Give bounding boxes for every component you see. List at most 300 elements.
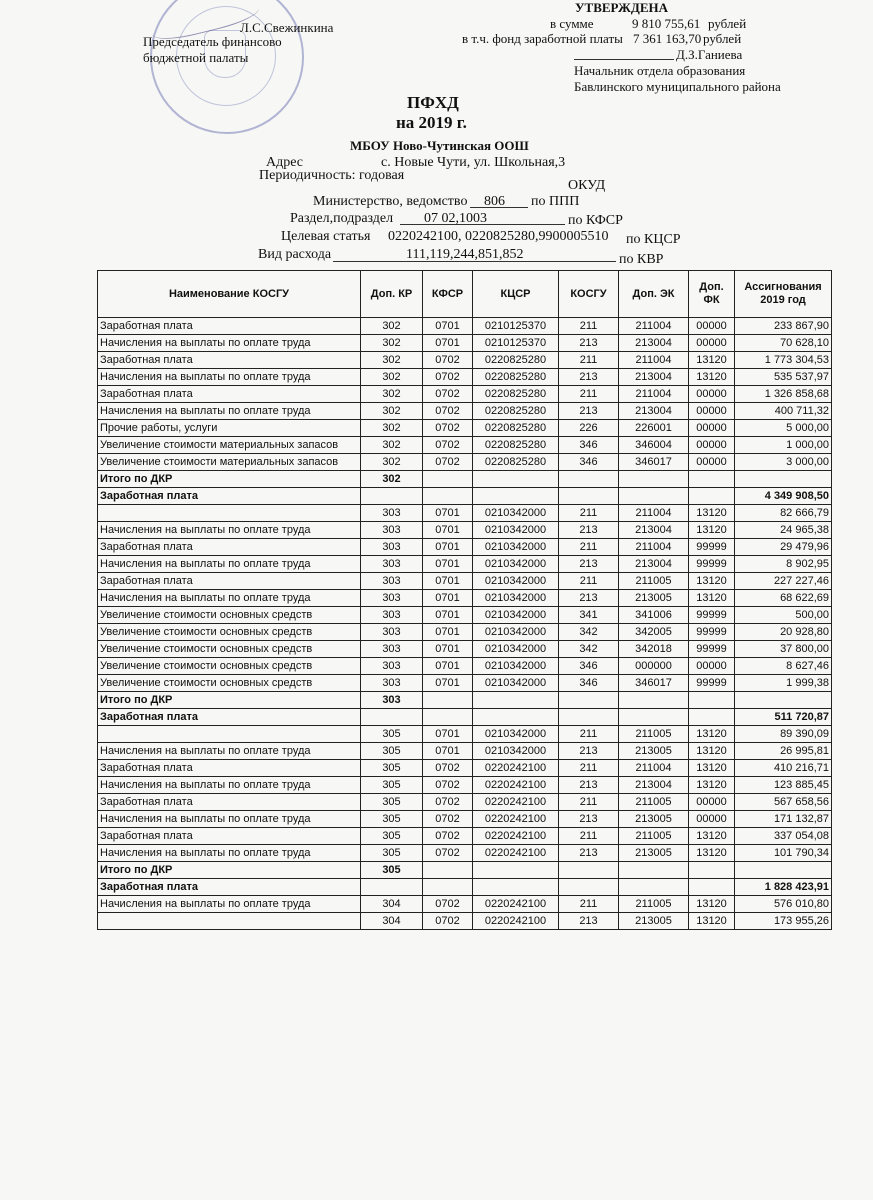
cell-amount [735, 471, 832, 488]
table-row [98, 794, 832, 811]
table-row [98, 522, 832, 539]
cell-kr: 305 [361, 794, 423, 811]
table-row [98, 454, 832, 471]
cell-kr: 302 [361, 318, 423, 335]
cell-kfsr: 0701 [423, 522, 473, 539]
table-row [98, 726, 832, 743]
table-row [98, 369, 832, 386]
cell-kr: 302 [361, 403, 423, 420]
table-total-row [98, 879, 832, 896]
cell-amount: 535 537,97 [735, 369, 832, 386]
cell-name: Итого по ДКР [98, 692, 361, 709]
cell-name: Заработная плата [98, 318, 361, 335]
cell-kcsr: 0220825280 [473, 454, 559, 471]
cell-kfsr: 0702 [423, 845, 473, 862]
cell-amount: 576 010,80 [735, 896, 832, 913]
cell-name: Начисления на выплаты по оплате труда [98, 777, 361, 794]
cell-name: Начисления на выплаты по оплате труда [98, 845, 361, 862]
cell-kfsr: 0701 [423, 624, 473, 641]
cell-fk: 13120 [689, 743, 735, 760]
section-suffix: по КФСР [568, 213, 623, 228]
cell-amount: 37 800,00 [735, 641, 832, 658]
cell-kosgu [559, 709, 619, 726]
cell-kfsr: 0702 [423, 896, 473, 913]
cell-fk: 99999 [689, 675, 735, 692]
cell-kcsr: 0210342000 [473, 573, 559, 590]
cell-fk: 00000 [689, 454, 735, 471]
cell-kosgu: 226 [559, 420, 619, 437]
cell-fk: 13120 [689, 913, 735, 930]
table-row [98, 624, 832, 641]
cell-kcsr [473, 488, 559, 505]
cell-kcsr: 0210125370 [473, 318, 559, 335]
cell-kcsr: 0210342000 [473, 675, 559, 692]
table-row [98, 845, 832, 862]
cell-kfsr: 0701 [423, 743, 473, 760]
cell-kcsr: 0210342000 [473, 556, 559, 573]
table-row [98, 505, 832, 522]
table-row [98, 811, 832, 828]
cell-kosgu: 211 [559, 505, 619, 522]
cell-amount: 70 628,10 [735, 335, 832, 352]
cell-amount: 500,00 [735, 607, 832, 624]
cell-kr [361, 488, 423, 505]
cell-name: Заработная плата [98, 760, 361, 777]
col-header: КЦСР [473, 271, 559, 318]
cell-amount: 1 999,38 [735, 675, 832, 692]
cell-kosgu: 341 [559, 607, 619, 624]
cell-fk: 13120 [689, 896, 735, 913]
cell-kosgu: 211 [559, 896, 619, 913]
cell-kr: 302 [361, 386, 423, 403]
col-header: Доп. КР [361, 271, 423, 318]
cell-kcsr: 0210342000 [473, 607, 559, 624]
cell-kfsr: 0701 [423, 641, 473, 658]
table-total-row [98, 488, 832, 505]
ministry-suffix: по ППП [531, 194, 580, 209]
cell-kosgu: 346 [559, 454, 619, 471]
cell-fk: 99999 [689, 641, 735, 658]
cell-fk: 99999 [689, 607, 735, 624]
cell-kr: 303 [361, 624, 423, 641]
cell-amount: 26 995,81 [735, 743, 832, 760]
cell-kosgu: 211 [559, 352, 619, 369]
cell-ek: 342018 [619, 641, 689, 658]
table-total-row [98, 709, 832, 726]
cell-name: Заработная плата [98, 352, 361, 369]
cell-kfsr: 0701 [423, 590, 473, 607]
right-signer: Д.З.Ганиева [676, 47, 743, 62]
address-value: с. Новые Чути, ул. Школьная,3 [381, 155, 566, 170]
cell-ek: 211004 [619, 760, 689, 777]
cell-kosgu: 211 [559, 386, 619, 403]
table-row [98, 318, 832, 335]
cell-kr: 302 [361, 335, 423, 352]
expense-label: Вид расхода [258, 247, 332, 262]
cell-name: Заработная плата [98, 879, 361, 896]
cell-kfsr: 0701 [423, 505, 473, 522]
cell-ek: 211004 [619, 539, 689, 556]
cell-ek: 346004 [619, 437, 689, 454]
fund-label: в т.ч. фонд заработной платы [462, 31, 623, 46]
cell-kr: 305 [361, 743, 423, 760]
okud-label: ОКУД [568, 178, 606, 193]
ministry-value: 806 [484, 194, 505, 209]
cell-kosgu [559, 862, 619, 879]
table-row [98, 607, 832, 624]
cell-kosgu: 346 [559, 437, 619, 454]
cell-kfsr: 0702 [423, 777, 473, 794]
cell-kfsr: 0702 [423, 386, 473, 403]
cell-amount: 8 902,95 [735, 556, 832, 573]
cell-kr: 305 [361, 845, 423, 862]
cell-kfsr: 0701 [423, 658, 473, 675]
cell-amount: 5 000,00 [735, 420, 832, 437]
table-row [98, 437, 832, 454]
cell-kfsr: 0702 [423, 420, 473, 437]
left-title-1: Председатель финансово [143, 34, 282, 49]
cell-ek: 342005 [619, 624, 689, 641]
cell-kr: 303 [361, 590, 423, 607]
table-total-row [98, 692, 832, 709]
cell-kr: 305 [361, 777, 423, 794]
cell-ek: 211004 [619, 352, 689, 369]
cell-kcsr: 0210342000 [473, 539, 559, 556]
cell-fk: 00000 [689, 403, 735, 420]
cell-ek: 211004 [619, 318, 689, 335]
cell-amount: 68 622,69 [735, 590, 832, 607]
cell-fk: 00000 [689, 658, 735, 675]
cell-fk: 99999 [689, 624, 735, 641]
cell-kfsr: 0702 [423, 913, 473, 930]
cell-kcsr: 0220242100 [473, 913, 559, 930]
table-row [98, 556, 832, 573]
fund-value: 7 361 163,70 [633, 31, 702, 46]
cell-kr: 305 [361, 828, 423, 845]
cell-fk: 00000 [689, 420, 735, 437]
cell-kfsr [423, 692, 473, 709]
col-header: Доп. ФК [689, 271, 735, 318]
cell-fk: 00000 [689, 335, 735, 352]
cell-fk: 99999 [689, 556, 735, 573]
budget-table [97, 270, 832, 930]
cell-ek: 000000 [619, 658, 689, 675]
cell-amount: 511 720,87 [735, 709, 832, 726]
cell-name: Начисления на выплаты по оплате труда [98, 811, 361, 828]
cell-kosgu: 346 [559, 675, 619, 692]
cell-kfsr: 0701 [423, 556, 473, 573]
address-label: Адрес [266, 155, 304, 170]
cell-kcsr: 0210342000 [473, 590, 559, 607]
cell-amount: 1 828 423,91 [735, 879, 832, 896]
cell-kcsr [473, 471, 559, 488]
cell-kfsr: 0701 [423, 573, 473, 590]
cell-amount: 82 666,79 [735, 505, 832, 522]
cell-fk [689, 471, 735, 488]
cell-kcsr: 0210342000 [473, 641, 559, 658]
cell-kosgu: 211 [559, 573, 619, 590]
section-label: Раздел,подраздел [290, 211, 394, 226]
cell-amount: 171 132,87 [735, 811, 832, 828]
cell-fk: 13120 [689, 828, 735, 845]
right-title-1: Начальник отдела образования [574, 63, 746, 78]
table-row [98, 641, 832, 658]
cell-name: Заработная плата [98, 539, 361, 556]
cell-kcsr: 0220825280 [473, 403, 559, 420]
cell-kosgu: 213 [559, 845, 619, 862]
cell-ek: 346017 [619, 454, 689, 471]
table-row [98, 335, 832, 352]
cell-kosgu [559, 692, 619, 709]
doc-year: на 2019 г. [396, 113, 467, 132]
cell-kosgu [559, 879, 619, 896]
cell-fk: 00000 [689, 811, 735, 828]
cell-fk: 13120 [689, 845, 735, 862]
cell-name: Увеличение стоимости основных средств [98, 624, 361, 641]
cell-kcsr: 0210342000 [473, 743, 559, 760]
cell-name [98, 726, 361, 743]
table-row [98, 386, 832, 403]
signature-line [574, 59, 674, 60]
cell-name: Заработная плата [98, 828, 361, 845]
cell-kfsr: 0702 [423, 454, 473, 471]
cell-kosgu: 346 [559, 658, 619, 675]
cell-name: Заработная плата [98, 573, 361, 590]
table-row [98, 420, 832, 437]
cell-name: Начисления на выплаты по оплате труда [98, 590, 361, 607]
cell-name: Итого по ДКР [98, 471, 361, 488]
cell-ek [619, 692, 689, 709]
cell-name: Итого по ДКР [98, 862, 361, 879]
cell-name: Начисления на выплаты по оплате труда [98, 403, 361, 420]
sum-unit: рублей [708, 16, 747, 31]
cell-ek: 213005 [619, 743, 689, 760]
cell-name [98, 505, 361, 522]
cell-kr: 305 [361, 811, 423, 828]
cell-kfsr [423, 471, 473, 488]
cell-name: Увеличение стоимости основных средств [98, 641, 361, 658]
cell-kfsr: 0701 [423, 675, 473, 692]
table-total-row [98, 862, 832, 879]
expense-suffix: по КВР [619, 252, 664, 267]
cell-name: Увеличение стоимости основных средств [98, 675, 361, 692]
cell-kfsr: 0701 [423, 726, 473, 743]
cell-amount: 24 965,38 [735, 522, 832, 539]
cell-kcsr: 0220825280 [473, 437, 559, 454]
cell-ek: 346017 [619, 675, 689, 692]
cell-fk: 13120 [689, 505, 735, 522]
cell-ek [619, 879, 689, 896]
cell-name: Увеличение стоимости материальных запасов [98, 437, 361, 454]
cell-name: Заработная плата [98, 794, 361, 811]
cell-amount: 1 326 858,68 [735, 386, 832, 403]
cell-amount: 173 955,26 [735, 913, 832, 930]
cell-name: Увеличение стоимости основных средств [98, 607, 361, 624]
cell-ek [619, 471, 689, 488]
cell-kr: 303 [361, 556, 423, 573]
col-header: КОСГУ [559, 271, 619, 318]
cell-kr [361, 879, 423, 896]
cell-ek: 226001 [619, 420, 689, 437]
cell-kr: 304 [361, 913, 423, 930]
cell-amount: 29 479,96 [735, 539, 832, 556]
table-row [98, 573, 832, 590]
cell-name: Увеличение стоимости основных средств [98, 658, 361, 675]
cell-fk [689, 879, 735, 896]
cell-amount: 123 885,45 [735, 777, 832, 794]
left-signer: Л.С.Свежинкина [240, 20, 334, 35]
cell-name: Начисления на выплаты по оплате труда [98, 556, 361, 573]
cell-fk: 00000 [689, 794, 735, 811]
cell-ek: 213004 [619, 335, 689, 352]
cell-kcsr [473, 709, 559, 726]
cell-amount: 4 349 908,50 [735, 488, 832, 505]
cell-kosgu: 213 [559, 777, 619, 794]
cell-ek: 211005 [619, 573, 689, 590]
cell-kr: 303 [361, 692, 423, 709]
cell-kosgu: 213 [559, 913, 619, 930]
col-header: КФСР [423, 271, 473, 318]
cell-kfsr: 0701 [423, 318, 473, 335]
cell-kosgu [559, 471, 619, 488]
cell-fk: 13120 [689, 522, 735, 539]
cell-ek: 213005 [619, 845, 689, 862]
cell-amount: 3 000,00 [735, 454, 832, 471]
target-suffix: по КЦСР [626, 232, 681, 247]
table-header-row [98, 271, 832, 318]
cell-kosgu: 342 [559, 624, 619, 641]
cell-fk [689, 709, 735, 726]
cell-amount [735, 692, 832, 709]
cell-kr: 305 [361, 760, 423, 777]
expense-value: 111,119,244,851,852 [406, 247, 524, 262]
cell-amount: 410 216,71 [735, 760, 832, 777]
cell-kcsr [473, 862, 559, 879]
cell-kosgu: 213 [559, 522, 619, 539]
cell-kcsr: 0220825280 [473, 352, 559, 369]
cell-kr: 303 [361, 539, 423, 556]
approved-heading: УТВЕРЖДЕНА [575, 0, 669, 15]
table-row [98, 743, 832, 760]
cell-name: Заработная плата [98, 488, 361, 505]
cell-kcsr: 0220242100 [473, 828, 559, 845]
cell-kfsr: 0701 [423, 335, 473, 352]
cell-kcsr [473, 879, 559, 896]
cell-fk: 13120 [689, 726, 735, 743]
cell-ek: 213004 [619, 556, 689, 573]
cell-amount: 400 711,32 [735, 403, 832, 420]
cell-kcsr: 0210342000 [473, 505, 559, 522]
cell-fk: 13120 [689, 777, 735, 794]
cell-name: Прочие работы, услуги [98, 420, 361, 437]
cell-ek: 211005 [619, 794, 689, 811]
cell-kcsr: 0210125370 [473, 335, 559, 352]
cell-name: Увеличение стоимости материальных запасов [98, 454, 361, 471]
sum-value: 9 810 755,61 [632, 16, 701, 31]
cell-kosgu: 213 [559, 403, 619, 420]
cell-kr: 302 [361, 420, 423, 437]
cell-fk: 00000 [689, 386, 735, 403]
cell-kosgu: 211 [559, 726, 619, 743]
cell-fk [689, 862, 735, 879]
cell-kfsr: 0702 [423, 369, 473, 386]
cell-kcsr: 0210342000 [473, 658, 559, 675]
table-row [98, 913, 832, 930]
cell-kosgu: 211 [559, 794, 619, 811]
cell-kosgu: 213 [559, 335, 619, 352]
ministry-label: Министерство, ведомство [313, 194, 468, 209]
cell-kosgu: 213 [559, 369, 619, 386]
cell-ek: 211005 [619, 828, 689, 845]
cell-kcsr: 0220242100 [473, 896, 559, 913]
cell-kcsr: 0220242100 [473, 777, 559, 794]
fund-unit: рублей [703, 31, 742, 46]
col-header: Наименование КОСГУ [98, 271, 361, 318]
cell-name: Заработная плата [98, 709, 361, 726]
cell-name: Начисления на выплаты по оплате труда [98, 522, 361, 539]
cell-amount: 20 928,80 [735, 624, 832, 641]
cell-ek: 341006 [619, 607, 689, 624]
cell-name: Начисления на выплаты по оплате труда [98, 896, 361, 913]
cell-fk: 99999 [689, 539, 735, 556]
cell-kfsr: 0702 [423, 403, 473, 420]
cell-kcsr: 0220825280 [473, 386, 559, 403]
cell-kfsr: 0702 [423, 794, 473, 811]
cell-kfsr: 0702 [423, 437, 473, 454]
cell-kfsr [423, 488, 473, 505]
cell-kosgu: 211 [559, 828, 619, 845]
cell-kr: 303 [361, 522, 423, 539]
cell-kr: 305 [361, 862, 423, 879]
cell-ek [619, 488, 689, 505]
cell-ek: 213005 [619, 590, 689, 607]
cell-ek: 213005 [619, 913, 689, 930]
cell-kcsr: 0220242100 [473, 845, 559, 862]
cell-ek: 211005 [619, 726, 689, 743]
cell-kcsr [473, 692, 559, 709]
cell-kcsr: 0210342000 [473, 624, 559, 641]
cell-kosgu: 213 [559, 811, 619, 828]
cell-fk: 13120 [689, 352, 735, 369]
table-row [98, 403, 832, 420]
cell-kr: 302 [361, 352, 423, 369]
cell-amount: 227 227,46 [735, 573, 832, 590]
sum-label: в сумме [550, 16, 594, 31]
cell-fk [689, 692, 735, 709]
cell-kfsr: 0701 [423, 539, 473, 556]
table-row [98, 828, 832, 845]
cell-amount: 567 658,56 [735, 794, 832, 811]
cell-kosgu: 213 [559, 556, 619, 573]
cell-kr: 302 [361, 471, 423, 488]
cell-name: Начисления на выплаты по оплате труда [98, 743, 361, 760]
cell-name: Начисления на выплаты по оплате труда [98, 335, 361, 352]
section-value: 07 02,1003 [424, 211, 487, 226]
col-header: Ассигнования 2019 год [735, 271, 832, 318]
cell-amount: 337 054,08 [735, 828, 832, 845]
table-row [98, 352, 832, 369]
cell-kfsr [423, 879, 473, 896]
cell-ek: 211004 [619, 386, 689, 403]
cell-amount: 8 627,46 [735, 658, 832, 675]
cell-kfsr: 0702 [423, 811, 473, 828]
cell-kr: 303 [361, 505, 423, 522]
cell-kr: 303 [361, 658, 423, 675]
cell-ek: 211004 [619, 505, 689, 522]
col-header: Доп. ЭК [619, 271, 689, 318]
cell-kr: 303 [361, 675, 423, 692]
cell-kr: 302 [361, 454, 423, 471]
